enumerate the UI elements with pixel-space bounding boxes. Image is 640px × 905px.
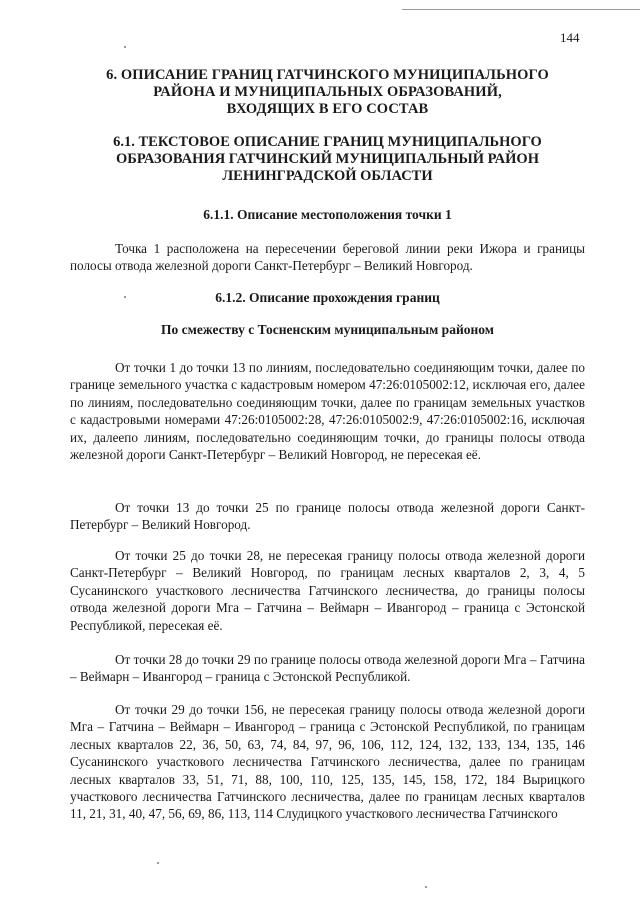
section-6-1-2-heading: 6.1.2. Описание прохождения границ: [215, 290, 440, 305]
section-6-1-1-heading: 6.1.1. Описание местоположения точки 1: [203, 207, 452, 222]
scan-speck: [425, 886, 427, 888]
section-6-1-heading: [95, 134, 560, 185]
section-6-1-heading-line: 6.1. ТЕКСТОВОЕ ОПИСАНИЕ ГРАНИЦ МУНИЦИПАЛЬНОГО: [113, 134, 542, 150]
boundary-paragraph: От точки 13 до точки 25 по границе полосы отвода железной дороги Санкт-Петербург – Великий Новгород.: [70, 500, 585, 533]
main-heading-line: РАЙОНА И МУНИЦИПАЛЬНЫХ ОБРАЗОВАНИЙ,: [153, 84, 502, 100]
boundary-paragraph: От точки 25 до точки 28, не пересекая границу полосы отвода железной дороги Санкт-Петербург – Великий Новгород, по границам лесных кварталов 2, 3, 4, 5 Сусанинского участкового лесничества Гатчинского лесничества, до границы полосы отвода железной дороги Мга – Гатчина – Веймарн – Ивангород – граница с Эстонской Республикой, пересекая её.: [70, 548, 585, 633]
scan-edge-line: [402, 9, 640, 10]
main-heading-line: ВХОДЯЩИХ В ЕГО СОСТАВ: [226, 101, 429, 117]
main-heading-line: 6. ОПИСАНИЕ ГРАНИЦ ГАТЧИНСКОГО МУНИЦИПАЛЬНОГО: [106, 67, 549, 83]
section-6-1-heading-line: ЛЕНИНГРАДСКОЙ ОБЛАСТИ: [222, 168, 433, 184]
page-number: 144: [560, 30, 580, 45]
border-subheading: По смежеству с Тосненским муниципальным районом: [161, 322, 494, 337]
scan-speck: [157, 862, 159, 864]
boundary-paragraph: От точки 29 до точки 156, не пересекая границу полосы отвода железной дороги Мга – Гатчина – Веймарн – Ивангород – граница с Эстонской Республикой, по границам лесных кварталов 22, 36, 50, 63, 74, 84, 97, 96, 106, 112, 124, 132, 133, 134, 135, 146 Сусанинского участкового лесничества Гатчинского лесничества, далее по границам лесных кварталов 33, 51, 71, 88, 100, 110, 125, 135, 145, 158, 172, 184 Вырицкого участкового лесничества Гатчинского лесничества, далее по границам лесных кварталов 11, 21, 31, 40, 47, 56, 69, 86, 113, 114 Слудицкого участкового лесничества Гатчинского: [70, 702, 585, 822]
point-1-description: Точка 1 расположена на пересечении береговой линии реки Ижора и границы полосы отвода железной дороги Санкт-Петербург – Великий Новгород.: [70, 241, 585, 274]
scan-speck: [124, 46, 126, 48]
section-6-1-heading-line: ОБРАЗОВАНИЯ ГАТЧИНСКИЙ МУНИЦИПАЛЬНЫЙ РАЙОН: [116, 151, 539, 167]
main-heading: [100, 67, 555, 118]
boundary-paragraph: От точки 1 до точки 13 по линиям, последовательно соединяющим точки, далее по границе земельного участка с кадастровым номером 47:26:0105002:12, исключая его, далее по линиям, последовательно соединяющим точки, далее по границам земельных участков с кадастровыми номерами 47:26:0105002:28, 47:26:0105002:9, 47:26:0105002:16, исключая их, далеепо линиям, последовательно соединяющим точки, до границы полосы отвода железной дороги Санкт-Петербург – Великий Новгород, не пересекая её.: [70, 360, 585, 463]
boundary-paragraph: От точки 28 до точки 29 по границе полосы отвода железной дороги Мга – Гатчина – Веймарн – Ивангород – граница с Эстонской Республикой.: [70, 652, 585, 685]
